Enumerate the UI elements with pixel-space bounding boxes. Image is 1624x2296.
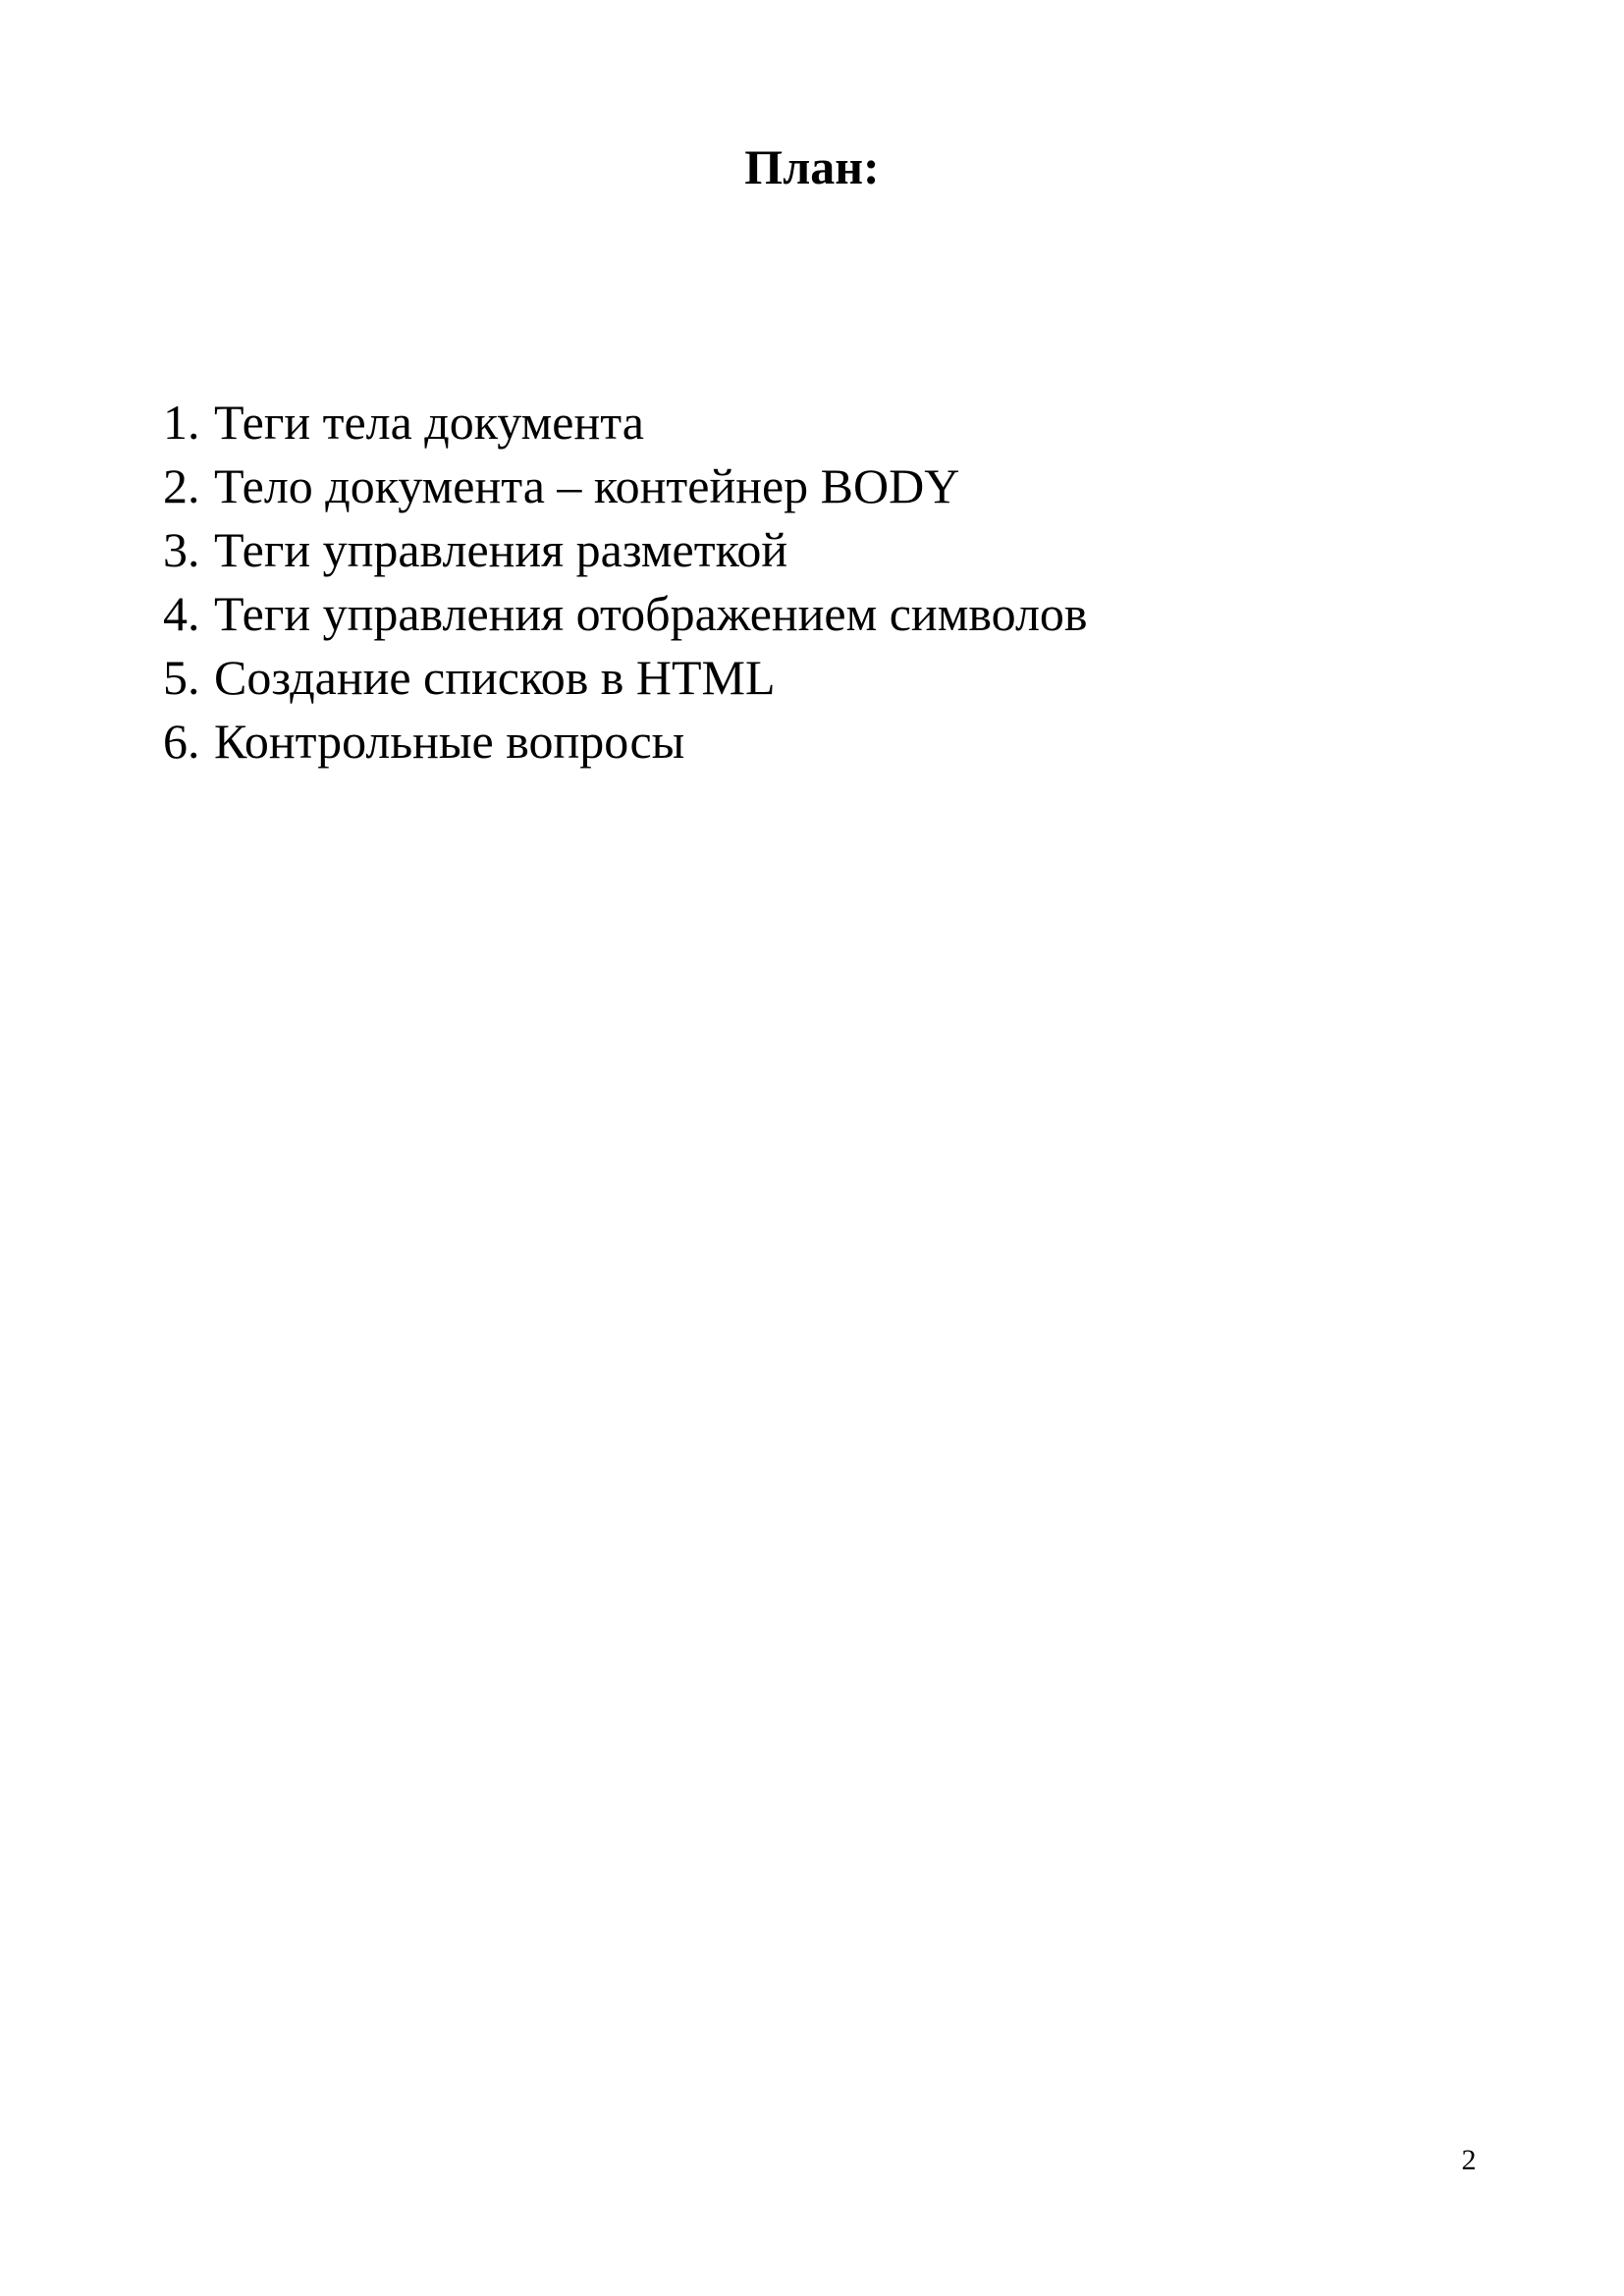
plan-item-text: Контрольные вопросы [214,714,685,769]
plan-item-number: 3. [163,522,200,577]
plan-item-text: Теги тела документа [214,395,644,450]
plan-item-number: 6. [163,714,200,769]
plan-item [163,454,1088,518]
plan-item [163,646,1088,710]
page-number: 2 [1461,2144,1477,2176]
plan-item-number: 4. [163,586,200,641]
plan-item-text: Теги управления отображением символов [214,586,1088,641]
plan-item [163,710,1088,774]
plan-item-number: 2. [163,458,200,513]
plan-item-number: 5. [163,650,200,705]
plan-item [163,582,1088,646]
plan-list [163,391,1088,774]
plan-item-number: 1. [163,395,200,450]
plan-item-text: Теги управления разметкой [214,522,788,577]
plan-item-text: Создание списков в HTML [214,650,776,705]
page-title: План: [744,139,880,194]
plan-item [163,391,1088,454]
plan-item [163,518,1088,582]
plan-item-text: Тело документа – контейнер BODY [214,458,960,513]
